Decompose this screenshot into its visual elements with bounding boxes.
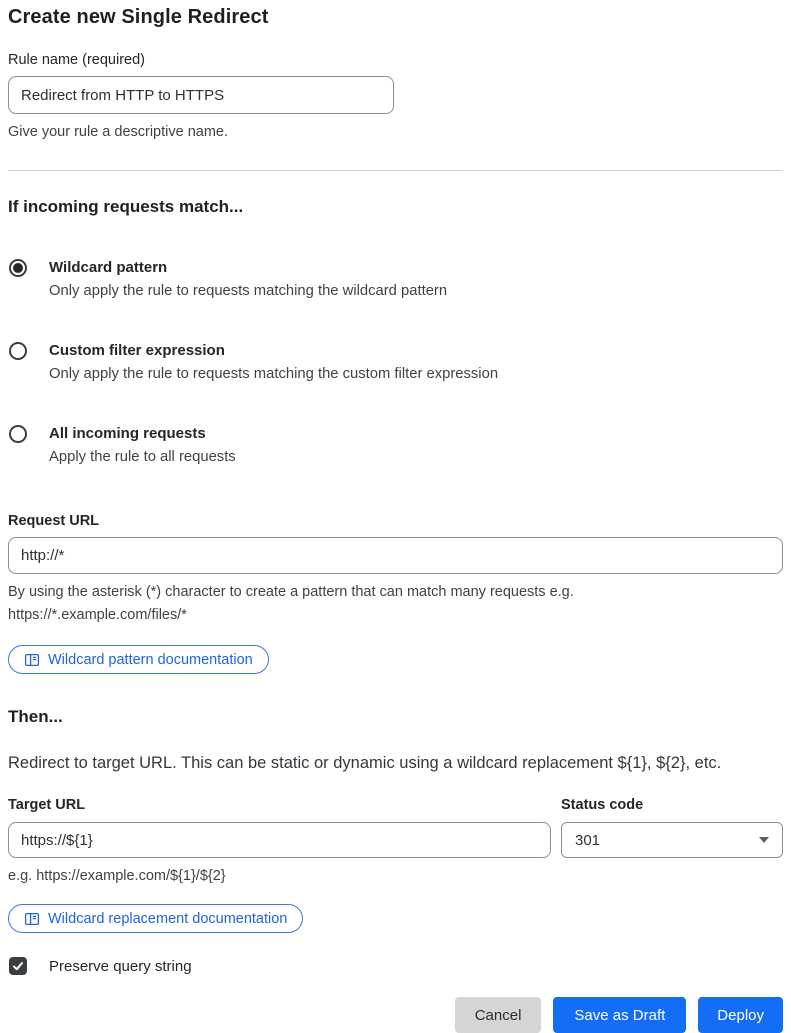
match-type-radio-group bbox=[8, 257, 783, 468]
radio-button-custom-filter-expression[interactable] bbox=[9, 342, 27, 360]
section-divider bbox=[8, 170, 783, 171]
match-section-heading: If incoming requests match... bbox=[8, 197, 244, 216]
radio-button-all-incoming-requests[interactable] bbox=[9, 425, 27, 443]
radio-description: Apply the rule to all requests bbox=[49, 449, 236, 465]
radio-description: Only apply the rule to requests matching the wildcard pattern bbox=[49, 283, 448, 299]
cancel-button[interactable]: Cancel bbox=[455, 997, 542, 1033]
status-code-value: 301 bbox=[575, 831, 601, 849]
radio-option-all-incoming-requests[interactable] bbox=[8, 423, 783, 468]
rule-name-label: Rule name (required) bbox=[8, 52, 146, 68]
radio-description: Only apply the rule to requests matching the custom filter expression bbox=[49, 366, 499, 382]
target-url-helper: e.g. https://example.com/${1}/${2} bbox=[8, 868, 226, 884]
request-url-helper-line1: By using the asterisk (*) character to create a pattern that can match many requests e.g. bbox=[8, 584, 574, 600]
radio-label: All incoming requests bbox=[49, 425, 206, 442]
request-url-helper-line2: https://*.example.com/files/* bbox=[8, 607, 187, 623]
doc-button-label: Wildcard pattern documentation bbox=[48, 651, 253, 668]
footer-actions bbox=[8, 997, 783, 1033]
wildcard-replacement-documentation-button[interactable] bbox=[8, 904, 303, 933]
rule-name-helper: Give your rule a descriptive name. bbox=[8, 124, 229, 140]
check-icon bbox=[12, 960, 24, 972]
doc-button-label: Wildcard replacement documentation bbox=[48, 910, 288, 927]
status-code-label: Status code bbox=[561, 797, 644, 813]
deploy-button[interactable]: Deploy bbox=[698, 997, 783, 1033]
radio-label: Custom filter expression bbox=[49, 342, 225, 359]
target-url-input[interactable] bbox=[8, 822, 551, 858]
then-section-description: Redirect to target URL. This can be static or dynamic using a wildcard replacement ${1}, ${2}, etc. bbox=[8, 754, 722, 772]
radio-option-custom-filter-expression[interactable] bbox=[8, 340, 783, 385]
radio-label: Wildcard pattern bbox=[49, 259, 168, 276]
book-icon bbox=[24, 911, 40, 927]
preserve-query-string-checkbox[interactable] bbox=[9, 957, 27, 975]
book-icon bbox=[24, 652, 40, 668]
request-url-input[interactable] bbox=[8, 537, 783, 574]
then-section-heading: Then... bbox=[8, 707, 63, 726]
rule-name-input[interactable] bbox=[8, 76, 394, 114]
preserve-query-string-row[interactable] bbox=[8, 957, 783, 975]
request-url-label: Request URL bbox=[8, 513, 100, 529]
page-title: Create new Single Redirect bbox=[8, 6, 269, 28]
radio-button-wildcard-pattern[interactable] bbox=[9, 259, 27, 277]
preserve-query-string-label: Preserve query string bbox=[49, 957, 192, 975]
target-url-label: Target URL bbox=[8, 797, 86, 813]
save-as-draft-button[interactable]: Save as Draft bbox=[553, 997, 686, 1033]
status-code-select[interactable] bbox=[561, 822, 783, 858]
wildcard-pattern-documentation-button[interactable] bbox=[8, 645, 269, 674]
radio-option-wildcard-pattern[interactable] bbox=[8, 257, 783, 302]
chevron-down-icon bbox=[759, 837, 769, 843]
